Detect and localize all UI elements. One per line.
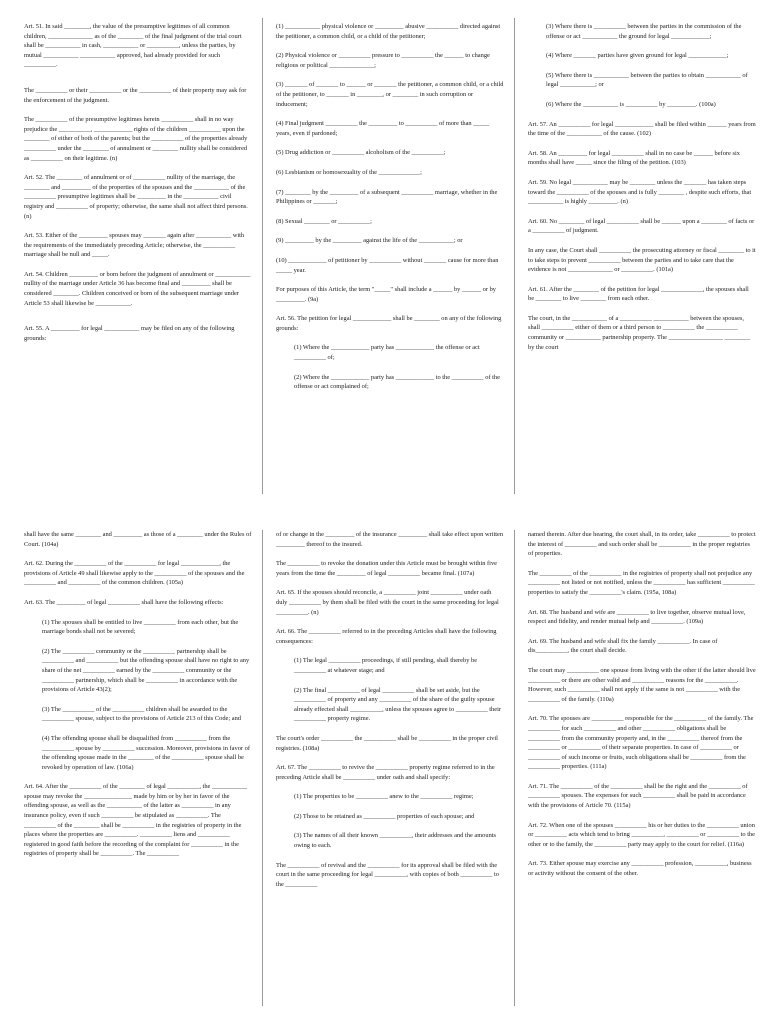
- article-paragraph: (4) Where _______ parties have given ground for legal ____________;: [546, 52, 729, 60]
- article-paragraph: Art. 70. The spouses are __________ responsible for the __________ of the family. The __________ for such __________ and other __________ obligations shall be __________ from the community property and, in the __________ thereof from the __________ or __________ of their separate properties. In case of __________ or __________ of such income or fruits, such obligations shall be __________ from the __________ properties. (111a): [528, 715, 754, 771]
- article-paragraph: Art. 65. If the spouses should reconcile, a __________ joint __________ under oath duly __________ by them shall be filed with the court in the same proceeding for legal __________. (n): [276, 589, 499, 616]
- column-divider: [262, 18, 263, 494]
- article-paragraph: Art. 52. The ________ of annulment or of __________ nullity of the marriage, the ________ and _________ of the properties of the spouses and the ___________ of the __________ presumptive legitimes shall be _________ in the ___________ civil registry and __________ of property; otherwise, the same shall not affect third persons. (n): [24, 174, 248, 220]
- article-paragraph: The court's order __________ the __________ shall be __________ in the proper civil registries. (108a): [276, 734, 498, 752]
- article-paragraph: (2) The __________ community or the __________ partnership shall be __________ and __________ but the offending spouse shall have no right to any share of the net __________ earned by the __________ community or the __________ partnership, which shall be __________ in accordance with the provisions of Article 43(2);: [42, 647, 250, 694]
- column-divider: [514, 18, 515, 494]
- article-paragraph: (6) Lesbianism or homosexuality of the _____________;: [276, 168, 422, 176]
- column-left: [14, 512, 260, 1024]
- article-paragraph: (2) The final __________ of legal __________ shall be set aside, but the __________ of property and any __________ of the share of the guilty spouse already effected shall __________, unless the spouses agree to __________ their __________ property regime.: [294, 686, 501, 723]
- article-paragraph: of or change in the _________ of the insurance _________ shall take effect upon written _________ thereof to the insured.: [276, 531, 504, 548]
- article-paragraph: (3) The names of all their known __________, their addresses and the amounts owing to each.: [294, 832, 497, 850]
- column-right: [518, 512, 764, 1024]
- article-paragraph: (10) ____________ of petitioner by __________ without _______ cause for more than _____ year.: [276, 256, 499, 274]
- article-paragraph: Art. 57. An __________ for legal ____________ shall be filed within ______ years from the time of the ___________ of the cause. (102): [528, 120, 756, 138]
- article-paragraph: Art. 68. The husband and wife are __________ to live together, observe mutual love, respect and fidelity, and render mutual help and __________. (109a): [528, 608, 746, 626]
- article-paragraph: Art. 63. The _________ of legal __________ shall have the following effects:: [24, 598, 224, 606]
- article-paragraph: Art. 51. In said ________, the value of the presumptive legitimes of all common children, ______________ as of the ________ of the final judgment of the trial court shall be ___________ in cash, ___________ or __________, unless the parties, by mutual ___________ ___________ approved, had already provided for such __________.: [24, 23, 242, 69]
- article-paragraph: The court, in the ___________ of a __________ ___________ between the spouses, shall __________ either of them or a third person to __________ the __________ community or ___________ partnership property. The _________________ ________ by the court: [528, 314, 751, 351]
- article-paragraph: (1) The legal __________ proceedings, if still pending, shall thereby be __________ at whatever stage; and: [294, 657, 478, 674]
- article-paragraph: (7) ________ by the _________ of a subsequent __________ marriage, whether in the Philippines or _______;: [276, 188, 498, 206]
- article-paragraph: Art. 59. No legal ___________ may be ________ unless the _______ has taken steps toward the __________ of the spouses and is fully ________ , despite such efforts, that ___________ is highly _________. (n): [528, 178, 752, 206]
- article-paragraph: (1) Where the ____________ party has ____________ the offense or act __________ of;: [294, 344, 480, 362]
- article-paragraph: (2) Those to be retained as __________ properties of each spouse; and: [294, 812, 475, 820]
- article-paragraph: Art. 56. The petition for legal ____________ shall be ________ on any of the following grounds:: [276, 315, 502, 332]
- column-left: [14, 0, 260, 512]
- article-paragraph: (4) Final judgment __________ the _________ to __________ of more than _____ years, even if pardoned;: [276, 120, 490, 137]
- article-paragraph: Art. 55. A _________ for legal ___________ may be filed on any of the following grounds:: [24, 325, 235, 342]
- article-paragraph: The __________ of the presumptive legitimes herein __________ shall in no way prejudice the __________, ____________ rights of the children __________ upon the ________ of either of both of the parents; but the __________ of the properties already __________ under the ________ of annulment or ________ nullity shall be considered as __________ on their legitime. (n): [24, 116, 248, 162]
- article-paragraph: Art. 54. Children _________ or born before the judgment of annulment or ___________ nullity of the marriage under Article 36 has become final and _________ shall be considered ________. Children conceived or born of the subsequent marriage under Article 53 shall likewise be ___________.: [24, 270, 251, 307]
- article-paragraph: The __________ to revoke the donation under this Article must be brought within five years from the time the _________ of legal __________ became final. (107a): [276, 560, 497, 577]
- article-paragraph: In any case, the Court shall __________ the prosecuting attorney or fiscal ________ to it to take steps to prevent __________ between the parties and to take care that the evidence is not ______________ or __________. (101a): [528, 246, 756, 274]
- article-paragraph: For purposes of this Article, the term "_____" shall include a ______ by ______ or by _________. (9a): [276, 286, 496, 303]
- column-middle: [266, 0, 512, 512]
- article-paragraph: (9) _________ by the _________ against the life of the ___________; or: [276, 237, 463, 245]
- article-paragraph: Art. 64. After the __________ of the ________ of legal __________, the ___________ spouse may revoke the _______________ made by him or by her in favor of the offending spouse, as well as the ___________ of the latter as __________ in any insurance policy, even if such __________ be stipulated as __________. The __________ of the ________ shall be __________ in the registries of property in the places where the properties are __________. __________ liens and __________ registered in good faith before the recording of the complaint for __________ in the registries of property shall be __________. The __________: [24, 783, 248, 858]
- column-right: [518, 0, 764, 512]
- article-paragraph: (3) The __________ of the __________ children shall be awarded to the __________ spouse, subject to the provisions of Article 213 of this Code; and: [42, 705, 241, 723]
- article-paragraph: Art. 58. An _________ for legal __________ shall in no case be ______ before six months shall have _____ since the filing of the petition. (103): [528, 149, 740, 167]
- article-paragraph: (4) The offending spouse shall be disqualified from __________ from the __________ spouse by __________ succession. Moreover, provisions in favor of the offending spouse made in the ________ of the __________ spouse shall be revoked by operation of law. (106a): [42, 734, 250, 771]
- article-paragraph: (1) The properties to be __________ anew to the __________ regime;: [294, 793, 474, 801]
- article-paragraph: (6) Where the ___________ is __________ by _________. (100a): [546, 100, 716, 108]
- column-divider: [262, 530, 263, 1006]
- article-paragraph: (3) _______ of _______ to ______ or _______ the petitioner, a common child, or a child of the petitioner, to _______ in ________, or ________ in such corruption or inducement;: [276, 81, 504, 108]
- article-paragraph: Art. 73. Either spouse may exercise any __________ profession, __________, business or activity without the consent of the other.: [528, 860, 752, 878]
- article-paragraph: Art. 71. The __________ of the __________ shall be the right and the __________ of __________ spouses. The expenses for such __________ shall be paid in accordance with the provisions of Article 70. (115a): [528, 782, 748, 810]
- article-paragraph: (2) Physical violence or __________ pressure to __________ the ______ to change religious or political ______________;: [276, 52, 490, 69]
- article-paragraph: The __________ or their __________ or the __________ of their property may ask for the enforcement of the judgment.: [24, 86, 247, 104]
- article-paragraph: Art. 62. During the __________ of the __________ for legal ____________, the provisions of Article 49 shall likewise apply to the __________ of the spouses and the __________ and __________ of the common children. (105a): [24, 560, 245, 587]
- article-paragraph: Art. 66. The __________ referred to in the preceding Articles shall have the following consequences:: [276, 628, 497, 645]
- article-paragraph: (5) Where there is ___________ between the parties to obtain ___________ of legal ___________; or: [546, 71, 748, 89]
- article-paragraph: The court may __________ one spouse from living with the other if the latter should live __________ or there are other valid and __________ reasons for the __________. However, such __________ shall not apply if the same is not __________ with the __________ of the family. (110a): [528, 666, 756, 703]
- article-paragraph: Art. 60. No ________ of legal __________ shall be ______ upon a ________ of facts or a __________ of judgment.: [528, 217, 755, 235]
- article-paragraph: (2) Where the ____________ party has ____________ to the __________ of the offense or act complained of;: [294, 373, 500, 391]
- article-paragraph: (5) Drug addiction or __________ alcoholism of the __________;: [276, 149, 446, 157]
- article-paragraph: (1) ___________ physical violence or _________ abusive __________ directed against the petitioner, a common child, or a child of the petitioner;: [276, 23, 501, 40]
- page-bottom: [0, 512, 768, 1024]
- article-paragraph: Art. 67. The __________ to revive the __________ property regime referred to in the preceding Article shall be __________ under oath and shall specify:: [276, 764, 495, 781]
- article-paragraph: (1) The spouses shall be entitled to live __________ from each other, but the marriage bonds shall not be severed;: [42, 618, 239, 636]
- article-paragraph: (8) Sexual ________ or __________;: [276, 217, 372, 225]
- article-paragraph: Art. 61. After the ________ of the petition for legal _____________, the spouses shall be ________ to live ________ from each other.: [528, 285, 749, 303]
- article-paragraph: Art. 69. The husband and wife shall fix the family __________. In case of dis__________, the court shall decide.: [528, 637, 718, 655]
- article-paragraph: Art. 53. Either of the _________ spouses may _______ again after ___________ with the requirements of the immediately preceding Article; otherwise, the __________ marriage shall be null and _____.: [24, 232, 245, 259]
- article-paragraph: The __________ of revival and the __________ for its approval shall be filed with the court in the same proceeding for legal __________, with copies of both __________ to the __________: [276, 861, 499, 888]
- article-paragraph: (3) Where there is __________ between the parties in the commission of the offense or act ___________ the ground for legal ____________;: [546, 23, 742, 40]
- column-divider: [514, 530, 515, 1006]
- column-middle: [266, 512, 512, 1024]
- article-paragraph: named therein. After due hearing, the court shall, in its order, take __________ to protect the interest of __________ and such order shall be __________ in the proper registries of properties.: [528, 531, 756, 558]
- article-paragraph: shall have the same ________ and _________ as those of a ________ under the Rules of Court. (104a): [24, 531, 252, 548]
- article-paragraph: Art. 72. When one of the spouses __________ his or her duties to the __________ union or __________ acts which tend to bring __________, __________ or __________ to the other or to the family, the __________ party may apply to the court for relief. (116a): [528, 821, 756, 848]
- article-paragraph: The __________ of the __________ in the registries of property shall not prejudice any __________ not listed or not notified, unless the __________ has sufficient __________ properties to satisfy the __________'s claim. (195a, 108a): [528, 569, 755, 596]
